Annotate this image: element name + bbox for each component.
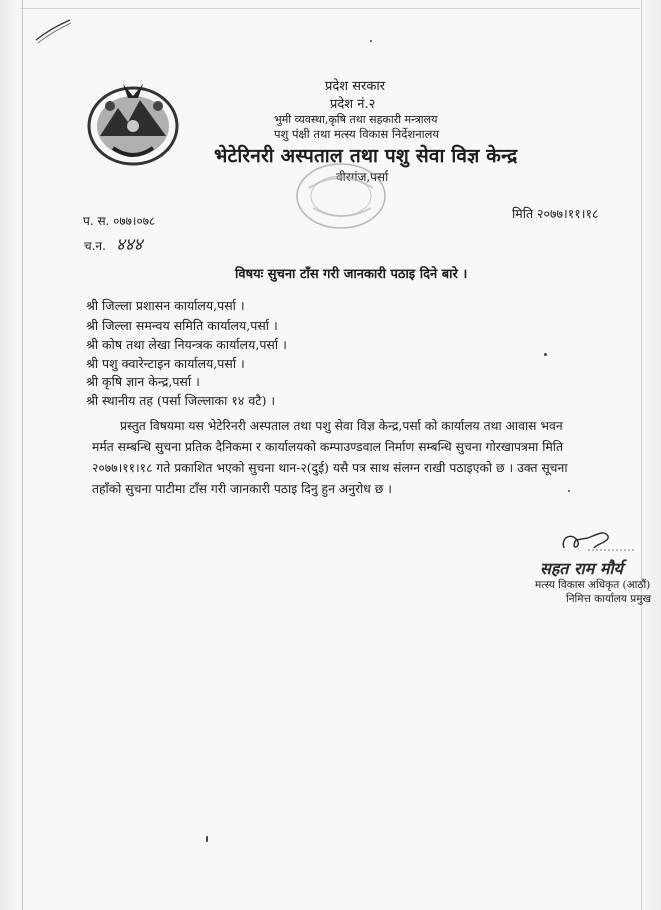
scan-speck <box>370 40 372 42</box>
signatory-name: सहत राम मौर्य <box>540 559 623 578</box>
recipient-line: श्री पशु क्वारेन्टाइन कार्यालय,पर्सा । <box>86 356 245 371</box>
page-left-edge <box>22 0 23 910</box>
recipient-line: श्री जिल्ला समन्वय समिति कार्यालय,पर्सा । <box>86 318 278 333</box>
recipient-line: श्री जिल्ला प्रशासन कार्यालय,पर्सा । <box>86 298 245 313</box>
letter-body <box>92 416 631 500</box>
letter-date: मिति २०७७।११।१८ <box>512 206 599 221</box>
recipient-line: श्री कृषि ज्ञान केन्द्र,पर्सा । <box>86 374 200 389</box>
signature-scribble-icon <box>558 528 636 554</box>
scan-speck <box>568 490 570 492</box>
recipient-line: श्री कोष तथा लेखा नियन्त्रक कार्यालय,पर्सा । <box>86 337 287 352</box>
recipient-line: श्री स्थानीय तह (पर्सा जिल्लाका १४ वटै) । <box>86 393 276 408</box>
dispatch-number-label: च.न. <box>84 239 106 253</box>
signatory-role: निमित्त कार्यालय प्रमुख <box>566 593 652 605</box>
body-line: प्रस्तुत विषयमा यस भेटेरिनरी अस्पताल तथा पशु सेवा विज्ञ केन्द्र,पर्सा को कार्यालय तथा आवास भवन <box>120 419 563 433</box>
office-stamp-icon <box>291 158 389 232</box>
header-ministry: भुमी व्यवस्था,कृषि तथा सहकारी मन्त्रालय <box>274 113 438 126</box>
letter-reference-number: प. स. ०७७।०७८ <box>83 214 156 228</box>
nepal-emblem-icon <box>80 76 186 172</box>
page-top-edge <box>20 8 640 9</box>
header-line-2: प्रदेश नं.२ <box>330 97 376 112</box>
pen-stroke-mark <box>34 18 74 44</box>
header-directorate: पशु पंक्षी तथा मत्स्य विकास निर्देशनालय <box>274 127 440 141</box>
signatory-designation: मत्स्य विकास अधिकृत (आठौं) <box>535 579 651 591</box>
dispatch-number-handwritten: ४४४ <box>116 235 143 255</box>
page-right-edge <box>641 0 642 910</box>
body-line: २०७७।११।१८ गते प्रकाशित भएको सुचना थान-२(दुई) यसै पत्र साथ संलग्न राखी पठाइएको छ । उक्त सूचना <box>92 461 568 475</box>
body-line: मर्मत सम्बन्धि सुचना प्रतिक दैनिकमा र कार्यालयको कम्पाउण्डवाल निर्माण सम्बन्धि सुचना गोरखापत्रमा मिति <box>92 440 564 454</box>
body-line: तहाँको सुचना पाटीमा टाँस गरी जानकारी पठाइ दिनु हुन अनुरोध छ । <box>92 482 392 496</box>
letter-subject: विषयः सुचना टाँस गरी जानकारी पठाइ दिने बारे । <box>235 267 468 282</box>
header-line-1: प्रदेश सरकार <box>325 79 386 94</box>
office-name-heading: भेटेरिनरी अस्पताल तथा पशु सेवा विज्ञ केन्द्र <box>214 145 518 167</box>
office-location: वीरगंज,पर्सा <box>336 170 389 184</box>
scan-speck <box>206 836 208 842</box>
scan-speck <box>544 353 547 356</box>
